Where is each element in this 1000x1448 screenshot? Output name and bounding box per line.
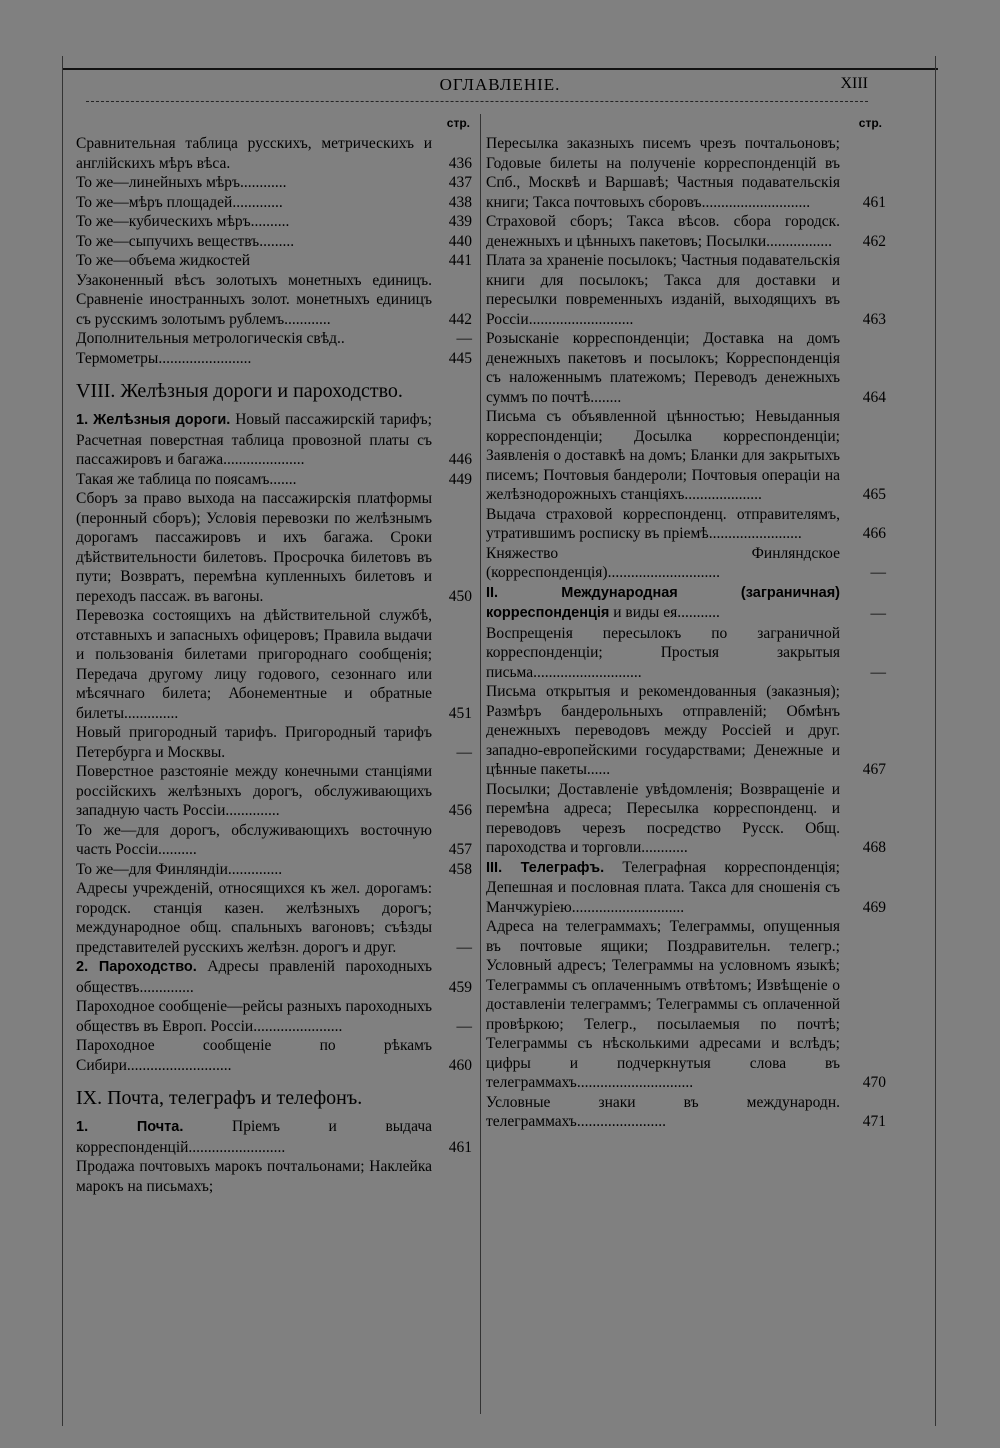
toc-entry-text (486, 407, 840, 505)
toc-entry-text (486, 134, 840, 212)
toc-entry (76, 232, 472, 252)
toc-entry (486, 780, 886, 858)
toc-entry-label: То же—для дорогъ, обслуживающихъ восточную часть Россіи.......... (76, 821, 432, 858)
toc-entry-label: То же—объема жидкостей (76, 252, 251, 269)
toc-entry (76, 329, 472, 349)
frame-left-rule (62, 56, 63, 1426)
toc-page-number: 464 (862, 388, 886, 406)
toc-page-number: — (456, 938, 472, 956)
toc-entry-text (486, 624, 840, 683)
toc-page-number: 437 (448, 174, 472, 191)
toc-entry-label: То же—кубическихъ мѣръ.......... (76, 213, 290, 230)
toc-page-number: — (456, 330, 472, 347)
toc-entry-label: Адресы правленій пароходныхъ обществъ.............. (76, 958, 432, 996)
toc-entry (76, 271, 472, 330)
toc-entry (76, 1117, 472, 1157)
column-divider (480, 114, 481, 1414)
toc-page-number: 459 (448, 978, 472, 996)
toc-entry (76, 606, 472, 723)
toc-page-number: 463 (862, 310, 886, 328)
page-number: XIII (840, 75, 868, 92)
toc-entry-label: Такая же таблица по поясамъ....... (76, 470, 297, 488)
header-rule (86, 101, 868, 102)
toc-entry-text (486, 780, 840, 858)
toc-entry-text (76, 470, 432, 490)
toc-entry-text (76, 173, 432, 193)
toc-entry-text (76, 879, 432, 957)
toc-entry-heading: III. Телеграфъ. (486, 859, 605, 876)
toc-entry-label: Поверстное разстояніе между конечными станціями россійскихъ желѣзныхъ дорогъ, обслуживающихъ западную часть Россіи.............. (76, 763, 432, 819)
toc-entry-text (76, 212, 432, 232)
toc-entry (486, 134, 886, 212)
toc-entry-heading: 1. Желѣзныя дороги. (76, 412, 231, 428)
toc-entry-label: Княжество Финляндское (корреспонденція)............................. (486, 544, 840, 581)
toc-entry (486, 544, 886, 583)
toc-entry (486, 583, 886, 624)
toc-entry-label: Страховой сборъ; Такса вѣсов. сбора городск. денежныхъ и цѣнныхъ пакетовъ; Посылки................. (486, 213, 840, 250)
toc-page-number: 458 (448, 860, 472, 878)
toc-entry-text (76, 606, 432, 723)
toc-entry (76, 212, 472, 232)
toc-entry (76, 762, 472, 821)
toc-entry-label: То же—для Финляндіи.............. (76, 860, 283, 878)
toc-entry-text (486, 329, 840, 407)
toc-page-number: — (870, 605, 886, 622)
toc-entry-label: Продажа почтовыхъ марокъ почтальонами; Наклейка марокъ на письмахъ; (76, 1158, 432, 1195)
toc-page-number: 469 (862, 898, 886, 916)
frame-right-rule (935, 56, 936, 1426)
toc-entry (76, 1036, 472, 1075)
toc-entry-label: Сравнительная таблица русскихъ, метрическихъ и англійскихъ мѣръ вѣса. (76, 135, 432, 172)
toc-entry-label: Новый пассажирскій тарифъ; Расчетная поверстная таблица провозной платы съ пассажировъ и багажа..................... (76, 411, 432, 468)
toc-page-number: 436 (448, 154, 472, 172)
toc-page-number: 440 (448, 232, 472, 250)
toc-entry-label: Воспрещенія пересылокъ по заграничной корреспонденціи; Простыя закрытыя письма............................ (486, 624, 840, 681)
toc-page-number: 462 (862, 232, 886, 250)
toc-page-number: 466 (862, 525, 886, 542)
toc-page-number: — (456, 1017, 472, 1035)
toc-entry-text (486, 583, 840, 624)
toc-entry-text (76, 723, 432, 762)
toc-page-number: 471 (862, 1113, 886, 1130)
toc-entry (486, 212, 886, 251)
toc-entry-label: То же—линейныхъ мѣръ............ (76, 174, 287, 191)
toc-entry (486, 505, 886, 544)
toc-entry-label: и виды ея........... (613, 604, 720, 621)
toc-entry-label: То же—сыпучихъ веществъ......... (76, 232, 295, 250)
toc-entry (76, 349, 472, 369)
toc-page-number: 468 (862, 839, 886, 856)
toc-entry-text (486, 1093, 840, 1132)
toc-entry (76, 1157, 472, 1196)
toc-page-number: 442 (448, 310, 472, 328)
toc-entry-text (486, 917, 840, 1093)
toc-entry (76, 957, 472, 997)
toc-page-number: 439 (448, 213, 472, 230)
toc-page-number: 461 (448, 1138, 472, 1156)
toc-entry-label: Выдача страховой корреспонденц. отправителямъ, утратившимъ росписку въ пріемѣ........................ (486, 505, 840, 542)
section-heading: IX. Почта, телеграфъ и телефонъ. (76, 1087, 363, 1109)
toc-entry-text (486, 251, 840, 329)
toc-entry-label: Адресы учрежденій, относящихся къ жел. дорогамъ: городск. станція казен. желѣзныхъ дорогъ; международное общ. спальныхъ вагоновъ; съѣзды представителей русскихъ желѣзн. дорогъ и друг. (76, 880, 432, 956)
toc-entry-label: Пароходное сообщеніе—рейсы разныхъ пароходныхъ обществъ въ Европ. Россіи....................... (76, 998, 432, 1035)
frame-top-rule (62, 68, 938, 70)
toc-entry-heading: II. Международная (заграничная) корреспонденція (486, 584, 840, 621)
toc-entry-text (76, 1117, 432, 1157)
toc-entry-label: Пересылка заказныхъ писемъ чрезъ почтальоновъ; Годовые билеты на полученіе корреспонденцій въ Спб., Москвѣ и Варшавѣ; Частныя подавательскія книги; Такса почтовыхъ сборовъ............................ (486, 135, 840, 211)
toc-entry-label: Письма съ объявленной цѣнностью; Невыданныя корреспонденціи; Досылка корреспонденціи; Заявленія о доставкѣ на домъ; Бланки для закрытыхъ писемъ; Почтовыя бандероли; Почтовыя операціи на желѣзнодорожныхъ станціяхъ.................... (486, 408, 840, 503)
toc-page-number: 450 (448, 587, 472, 605)
toc-entry-heading: 2. Пароходство. (76, 959, 197, 975)
toc-entry (486, 251, 886, 329)
toc-entry (76, 193, 472, 213)
toc-entry-text (76, 860, 432, 880)
toc-entry-text (486, 544, 840, 583)
toc-entry (486, 407, 886, 505)
toc-entry (486, 624, 886, 683)
toc-entry (76, 821, 472, 860)
toc-entry (76, 470, 472, 490)
toc-entry-label: То же—мѣръ площадей............. (76, 193, 283, 211)
toc-entry-label: Письма открытыя и рекомендованныя (заказныя); Размѣръ бандерольныхъ отправленій; Обмѣнъ денежныхъ переводовъ между Россіей и друг. западно-европейскими государствами; Денежные и цѣнные пакеты...... (486, 683, 840, 778)
toc-page-number: 441 (448, 252, 472, 269)
toc-entry-label: Плата за храненіе посылокъ; Частныя подавательскія книги для посылокъ; Такса для доставки и пересылки повременныхъ изданій, выходящихъ въ Россіи........................... (486, 252, 840, 328)
toc-page-number: 456 (448, 802, 472, 819)
toc-entry-text (76, 997, 432, 1036)
toc-entry (76, 251, 472, 271)
toc-entry-text (76, 232, 432, 252)
toc-entry-text (486, 682, 840, 780)
toc-entry (486, 858, 886, 918)
toc-entry-label: Сборъ за право выхода на пассажирскія платформы (перонный сборъ); Условія перевозки по желѣзнымъ дорогамъ пассажировъ и ихъ багажа. Сроки дѣйствительности билетовъ. Просрочка билетовъ въ пути; Возвратъ, перемѣна купленныхъ билетовъ и переходъ пассаж. въ вагоны. (76, 490, 432, 605)
toc-entry-label: Узаконенный вѣсъ золотыхъ монетныхъ единицъ. Сравненіе иностранныхъ золот. монетныхъ единицъ съ русскимъ золотымъ рублемъ............ (76, 271, 432, 328)
toc-page-number: 449 (448, 470, 472, 488)
toc-page-number: 470 (862, 1074, 886, 1091)
toc-entry (76, 997, 472, 1036)
toc-entry-label: Термометры........................ (76, 349, 252, 367)
toc-entry-text (76, 349, 432, 369)
toc-entry (486, 917, 886, 1093)
toc-entry-text (76, 762, 432, 821)
toc-entry-label: Условные знаки въ международн. телеграммахъ....................... (486, 1093, 840, 1130)
toc-entry-heading: 1. Почта. (76, 1119, 184, 1135)
toc-entry-label: Новый пригородный тарифъ. Пригородный тарифъ Петербурга и Москвы. (76, 724, 432, 761)
toc-page-number: 445 (448, 349, 472, 367)
toc-page-number: — (870, 564, 886, 581)
toc-entry-label: Пароходное сообщеніе по рѣкамъ Сибири........................... (76, 1037, 432, 1074)
toc-entry-text (76, 489, 432, 606)
toc-entry-text (486, 858, 840, 918)
toc-entry-text (76, 134, 432, 173)
toc-entry-label: Дополнительныя метрологическія свѣд.. (76, 330, 345, 347)
toc-entry (76, 134, 472, 173)
toc-entry (76, 489, 472, 606)
toc-entry (76, 879, 472, 957)
toc-page-number: — (456, 743, 472, 761)
toc-entry (486, 682, 886, 780)
toc-entry-text (486, 212, 840, 251)
toc-entry-text (76, 1036, 432, 1075)
toc-entry-label: Посылки; Доставленіе увѣдомленія; Возвращеніе и перемѣна адреса; Пересылка корреспонденц. и переводовъ черезъ посредство Русск. Общ. пароходства и торговли............ (486, 780, 840, 856)
toc-entry-text (76, 271, 432, 330)
toc-entry (76, 410, 472, 470)
toc-page-number: 451 (448, 704, 472, 722)
toc-entry-text (76, 1157, 432, 1196)
toc-entry-text (76, 821, 432, 860)
toc-page-number: 457 (448, 841, 472, 858)
toc-page-number: 438 (448, 193, 472, 211)
toc-entry-text (76, 957, 432, 997)
toc-entry-label: Перевозка состоящихъ на дѣйствительной службѣ, отставныхъ и запасныхъ офицеровъ; Правила выдачи и пользованія билетами пригороднаго сообщенія; Передача другому лицу годового, сезоннаго или мѣсячнаго билета; Абонементные и обратные билеты.............. (76, 607, 432, 722)
toc-entry (76, 860, 472, 880)
toc-entry-label: Телеграфная корреспонденція; Депешная и пословная плата. Такса для сношенія съ Манчжуріею............................. (486, 858, 840, 916)
page-title: ОГЛАВЛЕНІЕ. (439, 75, 561, 94)
toc-page-number: 461 (862, 193, 886, 211)
toc-entry (486, 329, 886, 407)
toc-page-number: 467 (862, 761, 886, 778)
toc-page-number: 446 (448, 451, 472, 468)
toc-entry-text (486, 505, 840, 544)
toc-entry-text (76, 329, 432, 349)
page-column-label: стр. (446, 116, 470, 130)
toc-entry-text (76, 193, 432, 213)
toc-entry (486, 1093, 886, 1132)
section-heading: VIII. Желѣзныя дороги и пароходство. (76, 380, 403, 402)
toc-entry (76, 173, 472, 193)
toc-entry-label: Пріемъ и выдача корреспонденцій......................... (76, 1118, 433, 1156)
toc-entry-label: Адреса на телеграммахъ; Телеграммы, опущенныя въ почтовые ящики; Поздравительн. телегр.; Условный адресъ; Телеграммы на условномъ языкѣ; Телеграммы съ оплаченнымъ отвѣтомъ; Извѣщеніе о доставленіи телеграммъ; Телеграммы съ оплаченной провѣркою; Телегр., посылаемыя по почтѣ; Телеграммы съ нѣсколькими адресами и вслѣдъ; цифры и подчеркнутыя слова въ телеграммахъ.............................. (486, 918, 840, 1091)
page-column-label: стр. (858, 116, 882, 130)
right-column (486, 112, 886, 1132)
toc-page-number: 460 (448, 1056, 472, 1074)
toc-page-number: — (870, 663, 886, 681)
left-column (76, 112, 472, 1196)
toc-page-number: 465 (862, 486, 886, 503)
toc-entry-text (76, 410, 432, 470)
toc-entry (76, 723, 472, 762)
toc-entry-label: Розысканіе корреспонденціи; Доставка на домъ денежныхъ пакетовъ и посылокъ; Корреспонденція съ наложеннымъ платежомъ; Переводъ денежныхъ суммъ по почтѣ........ (486, 330, 840, 406)
toc-entry-text (76, 251, 432, 271)
